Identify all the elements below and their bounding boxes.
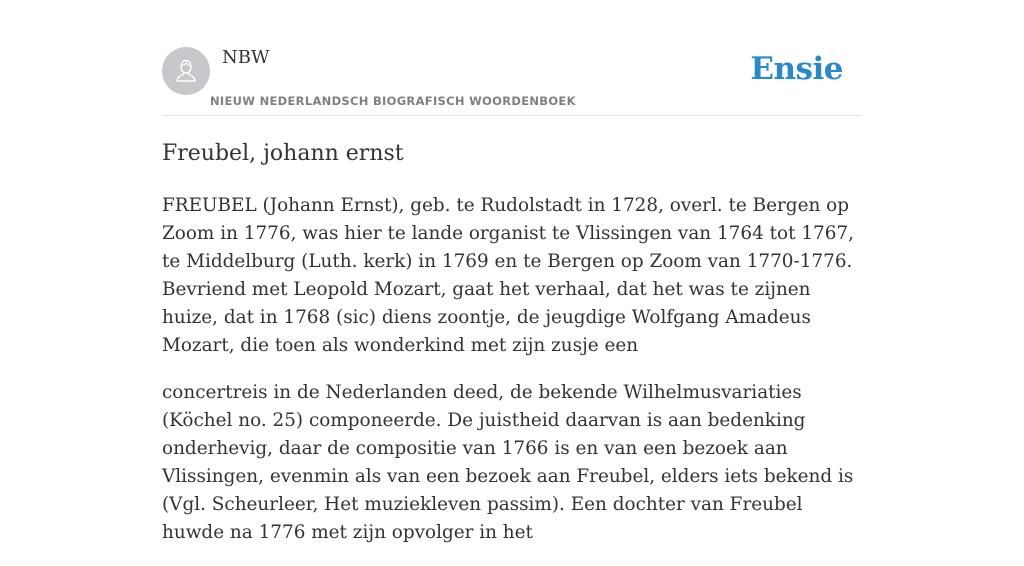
user-icon <box>171 56 201 86</box>
source-name[interactable]: NBW <box>222 47 270 68</box>
brand-logo[interactable]: Ensie <box>750 51 843 87</box>
article-body <box>162 192 862 566</box>
article-paragraph: concertreis in de Nederlanden deed, de bekende Wilhelmusvariaties (Köchel no. 25) componeerde. De juistheid daarvan is aan bedenking onderhevig, daar de compositie van 1766 is en van een bezoek aan Vlissingen, evenmin als van een bezoek aan Freubel, elders iets bekend is (Vgl. Scheurleer, Het muziekleven passim). Een dochter van Freubel huwde na 1776 met zijn opvolger in het <box>162 382 854 543</box>
article-title: Freubel, johann ernst <box>162 141 404 166</box>
article-paragraph: FREUBEL (Johann Ernst), geb. te Rudolstadt in 1728, overl. te Bergen op Zoom in 1776, was hier te lande organist te Vlissingen van 1764 tot 1767, te Middelburg (Luth. kerk) in 1769 en te Bergen op Zoom van 1770-1776. Bevriend met Leopold Mozart, gaat het verhaal, dat het was te zijnen huize, dat in 1768 (sic) diens zoontje, de jeugdige Wolfgang Amadeus Mozart, die toen als wonderkind met zijn zusje een <box>162 195 854 356</box>
header <box>162 0 862 116</box>
source-full-name: NIEUW NEDERLANDSCH BIOGRAFISCH WOORDENBOEK <box>210 94 576 108</box>
source-avatar[interactable] <box>162 47 210 95</box>
